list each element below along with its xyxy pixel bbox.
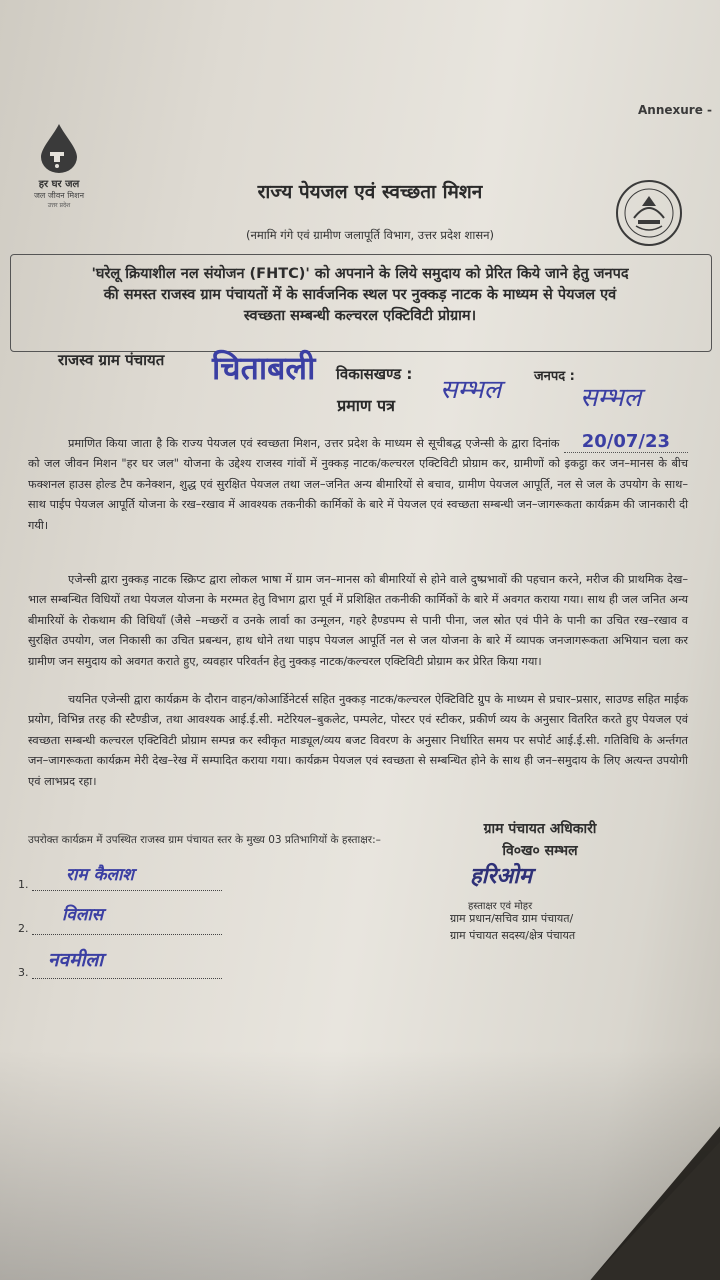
signature-row-3 <box>18 949 222 979</box>
signatures-intro: उपरोक्त कार्यक्रम में उपस्थित राजस्व ग्राम पंचायत स्तर के मुख्य 03 प्रतिभागियों के हस्ताक्षर:– <box>28 834 381 846</box>
banner-line-3: स्वच्छता सम्बन्धी कल्चरल एक्टिविटी प्रोग्राम। <box>243 308 477 324</box>
district-label: जनपद : <box>534 369 575 384</box>
up-government-seal <box>614 178 684 252</box>
p1-part-c: को जल जीवन मिशन "हर घर जल" योजना के उद्देश्य राजस्व गांवों में नुक्कड़ नाटक/कल्चरल एक्टिविटी प्रोग्राम कर, ग्रामीणों को इकट्ठा कर जन–मानस के बीच फक्शनल हाउस होल्ड टैप कनेक्शन, शुद्ध एवं सुरक्षित पेयजल तथा जल–जनित अन्य बीमारियों से बचाव, ग्रामीण पेयजल आपूर्ति, नल से जल के उपयोग के साथ–साथ पाईप पेयजल आपूर्ति योजना के रख–रखाव में आवश्यक तकनीकी कार्मिकों के बारे में पेयजल एवं स्वच्छता सम्बन्धी जन–जागरूकता कार्यक्रम की जानकारी दी गयी। <box>28 457 688 532</box>
p1-part-a: प्रमाणित किया जाता है कि राज्य पेयजल एवं स्वच्छता मिशन, उत्तर प्रदेश के माध्यम से सूचीबद्ध एजेन्सी <box>68 437 495 450</box>
signature-number: 1. <box>18 878 29 891</box>
signature-row-2 <box>18 905 222 935</box>
block-label: विकासखण्ड : <box>336 365 413 383</box>
document-subtitle: (नमामि गंगे एवं ग्रामीण जलापूर्ति विभाग, उत्तर प्रदेश शासन) <box>246 228 494 242</box>
officer-seal: हस्ताक्षर एवं मोहर <box>468 901 533 912</box>
document-title: राज्य पेयजल एवं स्वच्छता मिशन <box>257 181 483 203</box>
banner-line-2: की समस्त राजस्व ग्राम पंचायतों में के सार्वजनिक स्थल पर नुक्कड़ नाटक के माध्यम से पेयजल एवं <box>103 287 617 303</box>
designation-line-1: ग्राम प्रधान/सचिव ग्राम पंचायत/ <box>450 912 574 925</box>
paragraph-3 <box>28 690 688 792</box>
signature-row-1 <box>18 865 222 891</box>
paragraph-2 <box>28 570 688 672</box>
p3-text: चयनित एजेन्सी द्वारा कार्यक्रम के दौरान वाहन/कोआर्डिनेटर्स सहित नुक्कड़ नाटक/कल्चरल ऐक्टिविटि ग्रुप के माध्यम से प्रचार–प्रसार, साउण्ड सहित माईक प्रयोग, विभिन्न तरह की स्टैण्डीज, तथा आवश्यक आई.ई.सी. मटेरियल–बुकलेट, पम्पलेट, पोस्टर एवं स्टीकर, प्रकीर्ण व्यय के अनुसार वितरित करते हुए पेयजल एवं स्वच्छता सम्बन्धी कल्चरल एक्टिविटी प्रोग्राम सम्पन्न कर स्वीकृत माड्यूल/व्यय बजट विवरण के अनुसार निर्धारित समय पर सपोर्ट आई.ई.सी. गतिविधि के अर्न्तगत जन–जागरूकता कार्यक्रम मेरी देख–रेख में सम्पादित कराया गया। कार्यक्रम पेयजल एवं स्वच्छता से सम्बन्धित होने के साथ ही जन–समुदाय के लिए अत्यन्त उपयोगी एवं लाभप्रद रहा। <box>28 693 688 788</box>
block-value: सम्भल <box>440 375 502 405</box>
program-date: 20/07/23 <box>564 431 688 453</box>
logo-line-1: हर घर जल <box>38 179 80 190</box>
p1-part-b: के द्वारा दिनांक <box>498 437 560 450</box>
program-banner <box>20 264 700 327</box>
signature-name: नवमीला <box>48 949 104 971</box>
village-label: राजस्व ग्राम पंचायत <box>58 351 165 369</box>
officer-signature: हरिओम <box>470 864 533 889</box>
annexure-label: Annexure - <box>637 103 712 117</box>
designation-line-2: ग्राम पंचायत सदस्य/क्षेत्र पंचायत <box>450 929 576 942</box>
water-drop-tap-icon <box>37 122 81 174</box>
village-value: चिताबली <box>212 349 316 387</box>
signature-name: राम कैलाश <box>66 865 134 885</box>
signature-number: 3. <box>18 966 29 979</box>
signature-line <box>32 920 222 935</box>
officer-block-name: वि०ख० सम्भल <box>502 843 578 859</box>
certificate-title: प्रमाण पत्र <box>337 396 395 415</box>
officer-designation <box>450 910 640 944</box>
up-government-seal-icon <box>614 178 684 248</box>
paper-shadow <box>0 1050 720 1280</box>
p2-text: एजेन्सी द्वारा नुक्कड़ नाटक स्क्रिप्ट द्वारा लोकल भाषा में ग्राम जन–मानस को बीमारियों से होने वाले दुष्प्रभावों की पहचान करने, मरीज की प्राथमिक देख–भाल सम्बन्धित विधियों तथा पेयजल योजना के मरम्मत हेतु विभाग द्वारा पूर्व में प्रशिक्षित तकनीकी कार्मिकों के बारे में अवगत कराया गया। साथ ही जल जनित अन्य बीमारियों के रोकथाम की विधियाँ (जैसे –मच्छरों व उनके लार्वा का उन्मूलन, गहरे हैण्डपम्प से पानी पीना, जल स्रोत एवं पीने के पानी का उचित रख–रखाव व सुरक्षित उपयोग, जल निकासी का उचित प्रबन्धन, हाथ धोने तथा पाइप पेयजल आपूर्ति नल से जल योजना के बारे में व्यापक जनजागरूकता अभियान चला कर ग्रामीण जन समुदाय को अवगत कराते हुए, व्यवहार परिवर्तन हेतु नुक्कड़ नाटक/कल्चरल एक्टिविटी प्रोग्राम कर प्रेरित किया गया। <box>28 573 688 668</box>
logo-line-3: उत्तर प्रदेश <box>47 202 71 209</box>
officer-block <box>450 818 630 862</box>
logo-line-2: जल जीवन मिशन <box>33 191 85 200</box>
signature-number: 2. <box>18 922 29 935</box>
jal-jeevan-logo <box>22 122 96 209</box>
banner-line-1: 'घरेलू क्रियाशील नल संयोजन (FHTC)' को अपनाने के लिये समुदाय को प्रेरित किये जाने हेतु जनपद <box>91 266 629 282</box>
officer-title: ग्राम पंचायत अधिकारी <box>483 821 597 837</box>
district-value: सम्भल <box>580 383 642 413</box>
paragraph-1 <box>28 432 688 536</box>
signature-name: विलास <box>62 905 104 925</box>
